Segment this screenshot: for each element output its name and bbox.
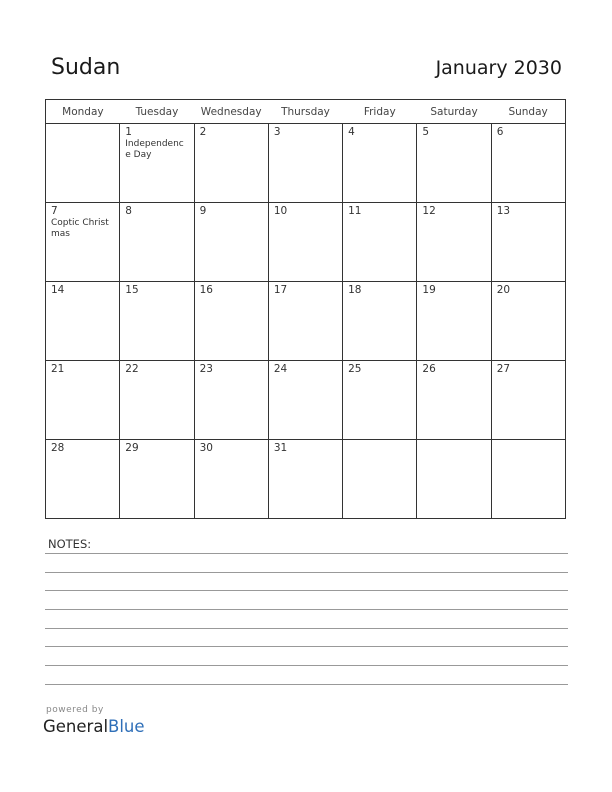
day-number: 10	[273, 205, 288, 217]
day-cell	[268, 440, 342, 519]
day-cell	[417, 203, 491, 282]
day-cell	[417, 282, 491, 361]
weekday-saturday: Saturday	[417, 100, 491, 124]
day-cell	[417, 361, 491, 440]
note-line	[45, 646, 568, 647]
holiday-label: Independence Day	[125, 139, 184, 160]
day-number: 21	[51, 363, 65, 375]
day-cell	[194, 361, 268, 440]
week-row-1	[46, 124, 566, 203]
note-line	[45, 553, 568, 554]
day-number: 22	[125, 363, 139, 375]
day-number: 29	[125, 442, 139, 454]
day-number: 9	[199, 205, 207, 217]
day-cell	[46, 282, 120, 361]
day-number: 11	[348, 205, 362, 217]
day-cell	[343, 203, 417, 282]
day-number: 7	[51, 205, 58, 217]
weekday-wednesday: Wednesday	[194, 100, 268, 124]
month-title: January 2030	[435, 57, 562, 79]
day-number: 13	[496, 205, 511, 217]
note-line	[45, 572, 568, 573]
day-cell	[194, 282, 268, 361]
week-row-3	[46, 282, 566, 361]
week-row-2	[46, 203, 566, 282]
day-cell	[46, 440, 120, 519]
day-number: 19	[422, 284, 436, 296]
day-cell	[268, 282, 342, 361]
brand-blue: Blue	[108, 717, 145, 736]
day-cell	[194, 440, 268, 519]
day-cell	[194, 124, 268, 203]
day-number: 4	[348, 126, 355, 138]
day-number: 14	[51, 284, 65, 296]
day-cell	[120, 440, 194, 519]
day-cell	[120, 282, 194, 361]
note-line	[45, 665, 568, 666]
day-number: 17	[273, 284, 288, 296]
day-cell	[343, 124, 417, 203]
note-line	[45, 609, 568, 610]
weekday-thursday: Thursday	[268, 100, 342, 124]
calendar-grid	[45, 99, 566, 519]
day-cell	[343, 282, 417, 361]
day-number: 30	[199, 442, 213, 454]
day-cell	[491, 361, 565, 440]
day-cell	[120, 124, 194, 203]
day-number: 15	[125, 284, 139, 296]
weekday-tuesday: Tuesday	[120, 100, 194, 124]
day-cell	[343, 361, 417, 440]
day-number: 18	[348, 284, 362, 296]
day-number: 16	[199, 284, 213, 296]
day-cell	[491, 124, 565, 203]
day-cell	[194, 203, 268, 282]
notes-label: NOTES:	[48, 537, 92, 551]
day-cell	[491, 440, 565, 519]
note-line	[45, 628, 568, 629]
day-number: 12	[422, 205, 436, 217]
day-cell	[491, 203, 565, 282]
day-cell	[491, 282, 565, 361]
day-number: 5	[422, 126, 430, 138]
day-cell	[46, 124, 120, 203]
day-number: 1	[125, 126, 132, 138]
weekday-sunday: Sunday	[491, 100, 565, 124]
note-line	[45, 684, 568, 685]
day-cell	[46, 203, 120, 282]
brand-general: General	[43, 717, 109, 736]
day-cell	[120, 361, 194, 440]
day-number: 23	[199, 363, 213, 375]
day-number: 24	[273, 363, 288, 375]
day-number: 31	[273, 442, 288, 454]
day-number: 20	[496, 284, 511, 296]
day-cell	[417, 124, 491, 203]
day-number: 6	[496, 126, 504, 138]
day-cell	[268, 203, 342, 282]
note-line	[45, 590, 568, 591]
day-number: 27	[496, 363, 511, 375]
day-cell	[417, 440, 491, 519]
day-number: 26	[422, 363, 436, 375]
week-row-4	[46, 361, 566, 440]
week-row-5	[46, 440, 566, 519]
weekday-header-row	[46, 100, 566, 124]
day-number: 8	[125, 205, 132, 217]
day-cell	[343, 440, 417, 519]
day-cell	[268, 124, 342, 203]
day-cell	[268, 361, 342, 440]
day-number: 25	[348, 363, 362, 375]
day-number: 28	[51, 442, 65, 454]
country-title: Sudan	[51, 55, 121, 80]
holiday-label: Coptic Christmas	[51, 218, 109, 239]
day-number: 2	[199, 126, 207, 138]
weekday-friday: Friday	[343, 100, 417, 124]
powered-by-label: powered by	[46, 705, 104, 715]
day-cell	[46, 361, 120, 440]
day-cell	[120, 203, 194, 282]
generalblue-logo[interactable]	[43, 717, 145, 736]
day-number: 3	[273, 126, 281, 138]
weekday-monday: Monday	[46, 100, 120, 124]
